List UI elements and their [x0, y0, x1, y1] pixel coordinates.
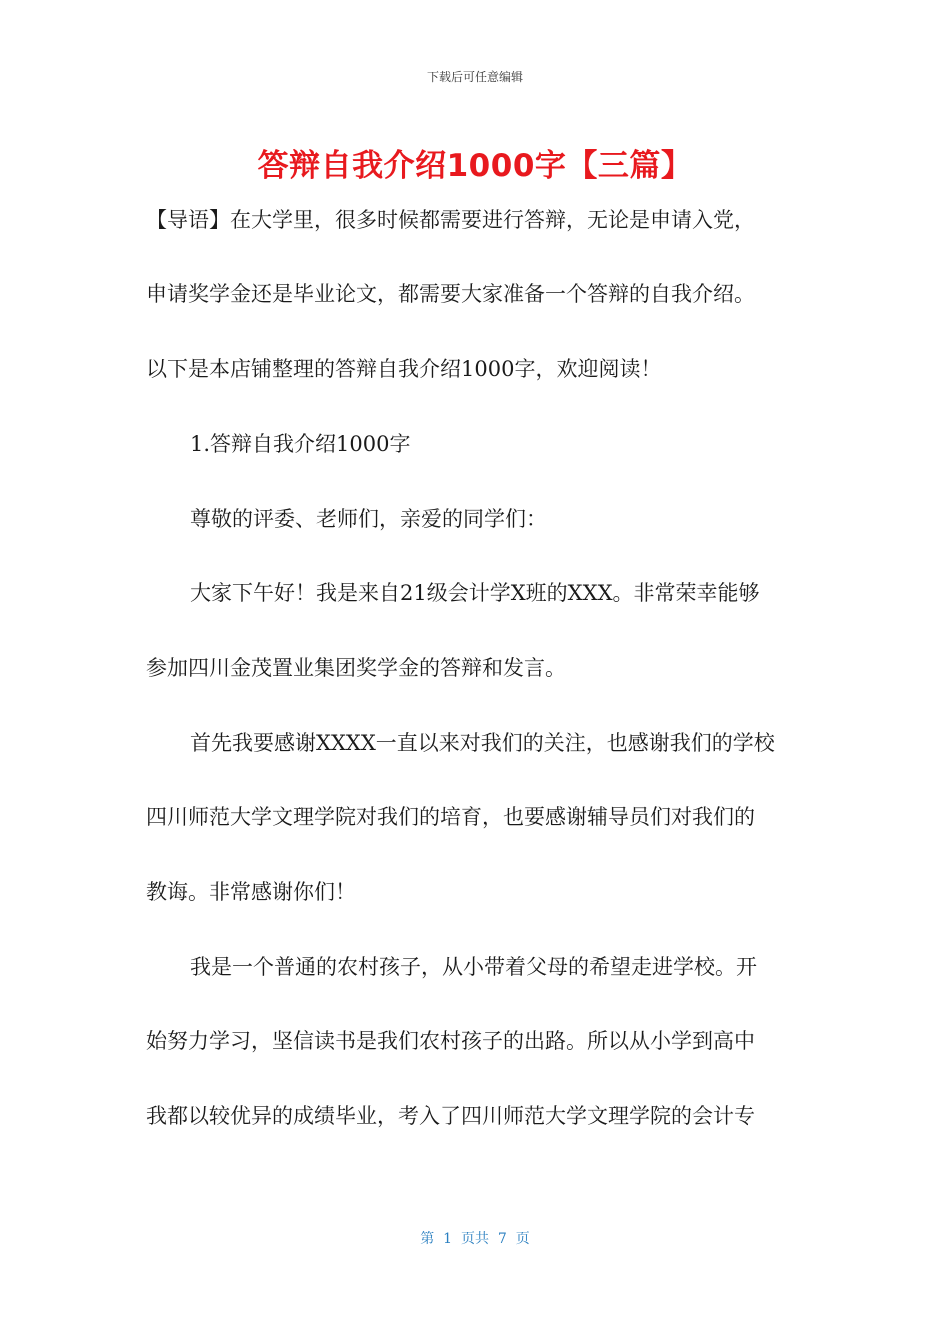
header-note: 下载后可任意编辑 [426, 70, 523, 84]
body-line: 教诲。非常感谢你们！ [146, 880, 356, 904]
body-line: 大家下午好！我是来自21级会计学X班的XXX。非常荣幸能够 [190, 581, 760, 605]
body-line: 首先我要感谢XXXX一直以来对我们的关注，也感谢我们的学校 [190, 731, 775, 755]
body-line: 以下是本店铺整理的答辩自我介绍1000字，欢迎阅读！ [146, 357, 662, 381]
body-line: 四川师范大学文理学院对我们的培育，也要感谢辅导员们对我们的 [146, 805, 755, 829]
body-line: 始努力学习，坚信读书是我们农村孩子的出路。所以从小学到高中 [146, 1029, 755, 1053]
body-line: 我都以较优异的成绩毕业，考入了四川师范大学文理学院的会计专 [146, 1104, 755, 1128]
document-title: 答辩自我介绍1000字【三篇】 [257, 148, 693, 184]
body-line: 参加四川金茂置业集团奖学金的答辩和发言。 [146, 656, 566, 680]
section-heading: 1.答辩自我介绍1000字 [190, 432, 411, 456]
body-line: 【导语】在大学里，很多时候都需要进行答辩，无论是申请入党， [146, 208, 755, 232]
page-number: 第 1 页共 7 页 [420, 1231, 530, 1247]
body-line: 申请奖学金还是毕业论文，都需要大家准备一个答辩的自我介绍。 [146, 282, 755, 306]
body-line: 我是一个普通的农村孩子，从小带着父母的希望走进学校。开 [190, 955, 757, 979]
body-line: 尊敬的评委、老师们，亲爱的同学们： [190, 507, 547, 531]
